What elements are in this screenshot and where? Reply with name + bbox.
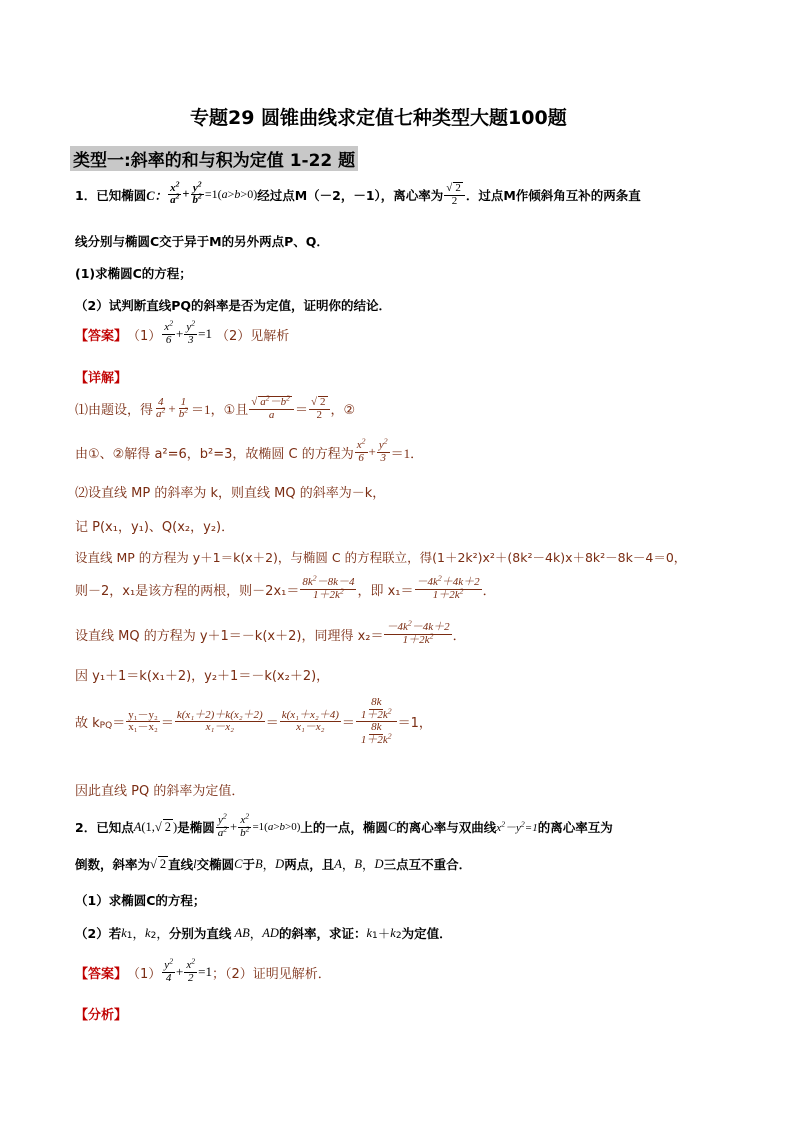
problem-text: 倒数，斜率为	[75, 857, 151, 872]
math-fraction: $\frac{\text{y₁－y₂}}{\text{x₁－x₂}}$	[128, 708, 158, 734]
math-fraction: $\frac{\text{k(x₁＋x₂＋4)}}{\text{x₁－x₂}}$	[281, 708, 339, 734]
math-fraction: $\frac{x^2}{2}$	[186, 956, 196, 984]
detail-text: 由①、②解得 a²=6，b²=3，故椭圆 C 的方程为	[75, 446, 354, 462]
ellipse-name: C：	[146, 188, 168, 203]
problem-text: 已知点	[96, 820, 134, 836]
detail-text: ．	[482, 583, 496, 599]
detail-text: ，即 x₁＝	[357, 583, 414, 599]
problem-number: 2．	[75, 820, 97, 836]
problem-text: 两点，且	[284, 857, 335, 872]
problem-2-stem: 2． 已知点 A (1,√ 2 ) 是椭圆 $\frac{y^2}{a^2}$ + $\frac{x^2}{b^2}$ =1(a>b>0) 上的一点，椭圆 C 的离心率与双曲线 $x^2-y^2=1$ 的离心率互为	[75, 811, 613, 839]
answer-tag: 【答案】	[75, 966, 128, 982]
math-fraction: $\frac{y^2}{4}$	[164, 956, 174, 984]
detail-text: 设直线 MP 的方程为 y＋1＝k(x＋2)，与椭圆 C 的方程联立，得(1＋2k²)x²＋(8k²－4k)x＋8k²－8k－4＝0，	[75, 550, 687, 565]
answer-text: （1）	[127, 966, 162, 982]
math-fraction: $\frac{y^2}{b^2}$	[192, 178, 202, 207]
problem-text: 线分别与椭圆C交于异于M的另外两点P、Q．	[75, 234, 329, 249]
detail-text: ．	[452, 628, 466, 644]
problem-text: 分别为直线	[168, 926, 232, 941]
problem-text: 的离心率与双曲线	[396, 820, 497, 836]
detail-text: ，①且	[210, 403, 249, 419]
answer-text: （2）见解析	[215, 328, 290, 344]
detail-text: 设直线 MQ 的方程为 y＋1＝－k(x＋2)，同理得 x₂＝	[75, 628, 384, 644]
detail-line: ⑴由题设，得 $\frac{4}{a^2}$ + $\frac{1}{b^2}$ ＝1 ，①且 $\frac{√ a^2-b^2}{a}$ ＝ $\frac{√ 2}{2}$ ，②	[75, 393, 356, 421]
detail-line	[75, 618, 466, 646]
answer-tag: 【答案】	[75, 328, 128, 344]
math-fraction: $\frac{√ 2}{2}$	[309, 396, 330, 421]
math-fraction: $\frac{4}{a^2}$	[156, 395, 166, 421]
math-fraction: $\frac{\frac{8k}{1+2k^2}}{\frac{8k}{1+2k^2}}$	[356, 697, 397, 746]
question-1: （1）求椭圆C的方程；	[75, 893, 206, 908]
question-2: （2）若 k 1 ， k 2 ， 分别为直线 AB ， AD 的斜率，求证： k 1 ＋ k 2 为定值．	[75, 925, 452, 941]
detail-text: 则－2，x₁是该方程的两根，则－2x₁＝	[75, 583, 300, 599]
problem-text: 经过点M（－2，－1），离心率为	[257, 187, 444, 203]
detail-text: ⑴由题设，得	[75, 403, 154, 419]
math-fraction: $\frac{x^2}{b^2}$	[240, 811, 250, 839]
math-fraction: $\frac{√ 2}{2}$	[444, 182, 465, 207]
math-fraction: $\frac{√ a^2-b^2}{a}$	[249, 396, 294, 421]
problem-text-line: 倒数，斜率为 √ 2 直线 l 交椭圆 C 于 B ， D 两点，且 A ， B ， D 三点互不重合．	[75, 856, 472, 872]
math-fraction: $\frac{y^2}{3}$	[378, 436, 388, 464]
problem-text: 于	[242, 857, 256, 872]
problem-text: 为定值．	[401, 926, 452, 941]
detail-text: ．	[410, 446, 424, 462]
problem-1-stem: 1． 已知椭圆 C： $\frac{x^2}{a^2}$ + $\frac{y^2}{b^2}$ =1(a>b>0) 经过点M（－2，－1），离心率为 $\frac{√ 2}{2}$ ．过点M作倾斜角互补的两条直	[75, 178, 641, 207]
detail-text: ，②	[330, 403, 356, 419]
math-fraction: $\frac{8k^2-8k-4}{1+2k^2}$	[302, 573, 355, 601]
math-fraction: $\frac{x^2}{a^2}$	[170, 178, 180, 207]
math-fraction: $\frac{x^2}{6}$	[164, 318, 174, 346]
answer-line: 【答案】 （1） $\frac{x^2}{6}$ + $\frac{y^2}{3}$ =1 （2）见解析	[75, 318, 290, 346]
detail-line: 由①、②解得 a²=6，b²=3，故椭圆 C 的方程为 $\frac{x^2}{6}$ + $\frac{y^2}{3}$ ＝1 ．	[75, 436, 424, 464]
math-fraction: $\frac{y^2}{3}$	[186, 318, 196, 346]
math-fraction: $\frac{y^2}{a^2}$	[217, 811, 228, 839]
problem-text: 三点互不重合．	[383, 857, 472, 872]
detail-tag: 【详解】	[75, 371, 128, 386]
detail-text: 记 P(x₁，y₁)、Q(x₂，y₂)．	[75, 520, 235, 535]
detail-text: ⑵设直线 MP 的斜率为 k，则直线 MQ 的斜率为－k，	[75, 486, 386, 501]
problem-text: ．过点M作倾斜角互补的两条直	[465, 187, 641, 203]
question-1: (1)求椭圆C的方程；	[75, 266, 192, 281]
detail-text: ＝1，	[397, 716, 432, 732]
answer-text: （1）	[127, 328, 162, 344]
problem-text: 的离心率互为	[537, 820, 613, 836]
problem-text: 上的一点，椭圆	[300, 820, 388, 836]
answer-line: 【答案】 （1） $\frac{y^2}{4}$ + $\frac{x^2}{2}$ =1 ；（2）证明见解析．	[75, 956, 331, 984]
problem-text: 交椭圆	[196, 857, 235, 872]
section-heading: 类型一:斜率的和与积为定值 1-22 题	[70, 146, 358, 171]
detail-text: 因此直线 PQ 的斜率为定值．	[75, 784, 245, 799]
question-2: （2）试判断直线PQ的斜率是否为定值，证明你的结论．	[75, 298, 391, 313]
problem-text: 的斜率，求证：	[278, 926, 367, 941]
math-fraction: $\frac{1}{b^2}$	[178, 395, 189, 421]
problem-text: 是椭圆	[177, 820, 215, 836]
answer-text: ；（2）证明见解析．	[211, 966, 331, 982]
problem-number: 1．	[75, 187, 97, 203]
page-title: 专题29 圆锥曲线求定值七种类型大题100题	[190, 107, 567, 129]
problem-text: （2）若	[75, 926, 122, 941]
detail-line: 故 k PQ ＝ $\frac{\text{y₁－y₂}}{\text{x₁－x₂}}$ ＝ $\frac{\text{k(x₁＋2)＋k(x₂＋2)}}{\text{x₁－x₂}}$ ＝ $\frac{\text{k(x₁＋x₂＋4)}}{\text{x₁－x₂}}$ ＝ $\frac{\frac{8k}{1+2k^2}}{\frac{8k}{1+2k^2}}$ ＝1，	[75, 696, 432, 746]
math-fraction: $\frac{x^2}{6}$	[356, 436, 366, 464]
detail-text: 因 y₁＋1＝k(x₁＋2)，y₂＋1＝－k(x₂＋2)，	[75, 669, 330, 684]
detail-line	[75, 573, 496, 601]
math-fraction: $\frac{-4k^2+4k+2}{1+2k^2}$	[416, 573, 480, 601]
math-fraction: $\frac{\text{k(x₁＋2)＋k(x₂＋2)}}{\text{x₁－x₂}}$	[176, 708, 263, 734]
problem-text: 已知椭圆	[96, 187, 147, 203]
problem-text: 直线	[168, 857, 194, 872]
detail-text: 故 k	[75, 716, 100, 732]
analysis-tag: 【分析】	[75, 1008, 128, 1023]
math-fraction: $\frac{-4k^2-4k+2}{1+2k^2}$	[386, 618, 450, 646]
